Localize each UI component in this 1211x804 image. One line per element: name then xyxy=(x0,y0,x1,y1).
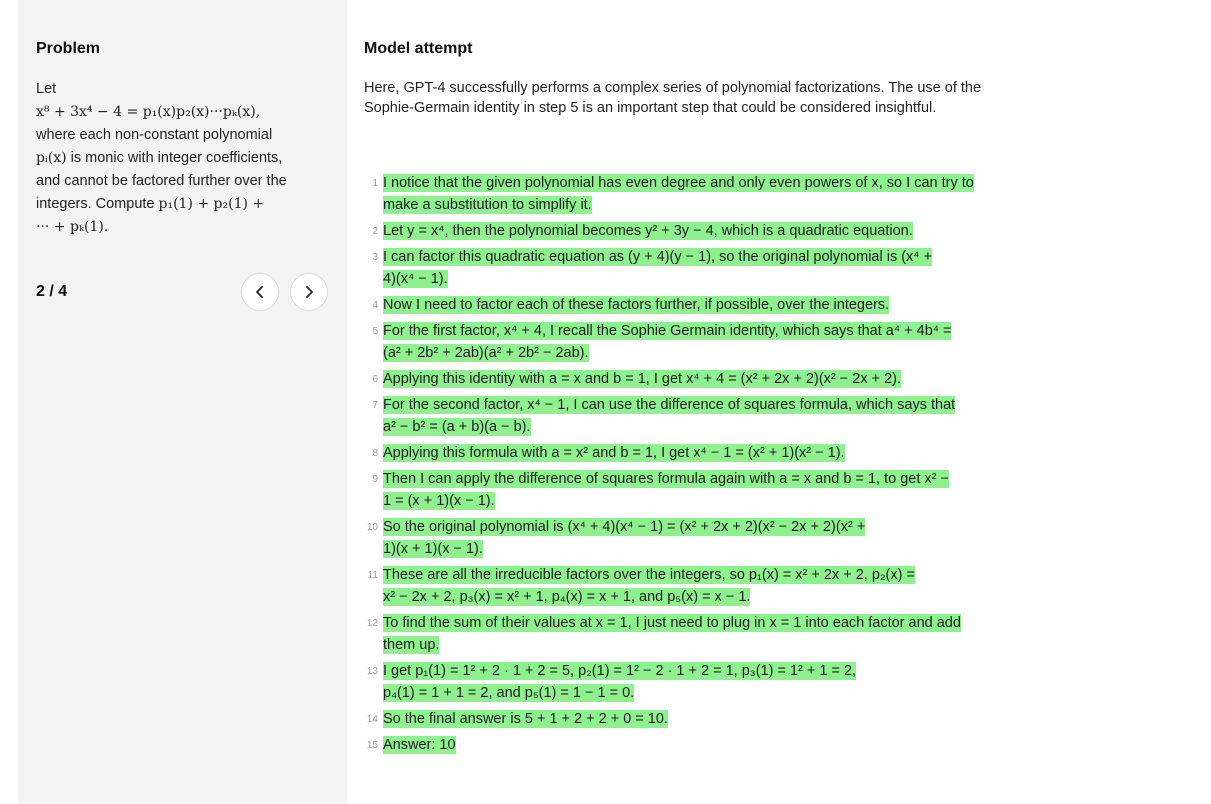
solution-step xyxy=(347,564,1047,608)
step-line: 1)(x + 1)(x − 1). xyxy=(383,541,483,557)
step-text xyxy=(383,516,1033,560)
step-text xyxy=(383,246,1033,290)
step-line: Now I need to factor each of these factors further, if possible, over the integers. xyxy=(383,297,890,313)
solution-step xyxy=(347,220,1047,242)
solution-step xyxy=(347,516,1047,560)
step-line: (a² + 2b² + 2ab)(a² + 2b² − 2ab). xyxy=(383,345,589,361)
step-number: 3 xyxy=(372,252,378,263)
step-text xyxy=(383,468,1033,512)
step-text xyxy=(383,442,1033,464)
step-text xyxy=(383,220,1033,242)
previous-button[interactable] xyxy=(241,273,279,311)
next-button[interactable] xyxy=(290,273,328,311)
problem-statement xyxy=(36,78,332,239)
step-number: 12 xyxy=(366,618,378,629)
step-text xyxy=(383,564,1033,608)
problem-panel xyxy=(18,0,347,804)
step-number: 15 xyxy=(366,740,378,751)
problem-equation: x⁸ + 3x⁴ − 4 = p₁(x)p₂(x)···pₖ(x), xyxy=(36,104,261,120)
problem-text-line-3: is monic with integer coefficients, xyxy=(66,150,283,166)
step-line: x² − 2x + 2, p₃(x) = x² + 1, p₄(x) = x + 1, and p₅(x) = x − 1. xyxy=(383,589,751,605)
problem-sum-math-end: ··· + pₖ(1). xyxy=(36,219,109,235)
step-line: For the second factor, x⁴ − 1, I can use the difference of squares formula, which says that xyxy=(383,397,956,413)
solution-step xyxy=(347,320,1047,364)
attempt-intro xyxy=(364,78,1064,118)
intro-line-1: Here, GPT-4 successfully performs a complex series of polynomial factorizations. The use of the xyxy=(364,80,982,96)
step-line: Applying this identity with a = x and b = 1, I get x⁴ + 4 = (x² + 2x + 2)(x² − 2x + 2). xyxy=(383,371,902,387)
step-line: make a substitution to simplify it. xyxy=(383,197,592,213)
solution-step xyxy=(347,612,1047,656)
step-number: 4 xyxy=(372,300,378,311)
step-number: 11 xyxy=(367,570,378,581)
step-number: 2 xyxy=(372,226,378,237)
step-number: 8 xyxy=(372,448,378,459)
solution-step xyxy=(347,708,1047,730)
step-line: These are all the irreducible factors over the integers, so p₁(x) = x² + 2x + 2, p₂(x) = xyxy=(383,567,915,583)
step-text xyxy=(383,660,1033,704)
solution-step xyxy=(347,368,1047,390)
solution-step xyxy=(347,468,1047,512)
step-text xyxy=(383,734,1033,756)
intro-line-2: Sophie-Germain identity in step 5 is an important step that could be considered insightful. xyxy=(364,100,937,116)
step-number: 1 xyxy=(372,178,378,189)
step-line: So the final answer is 5 + 1 + 2 + 2 + 0 = 10. xyxy=(383,711,668,727)
solution-step xyxy=(347,734,1047,756)
step-number: 9 xyxy=(372,474,378,485)
chevron-left-icon xyxy=(253,285,267,299)
problem-text-line-2: where each non-constant polynomial xyxy=(36,127,273,143)
step-number: 13 xyxy=(366,666,378,677)
step-line: Let y = x⁴, then the polynomial becomes y² + 3y − 4, which is a quadratic equation. xyxy=(383,223,913,239)
solution-step xyxy=(347,660,1047,704)
step-line: p₄(1) = 1 + 1 = 2, and p₅(1) = 1 − 1 = 0. xyxy=(383,685,635,701)
problem-text-let: Let xyxy=(36,81,57,97)
solution-step xyxy=(347,246,1047,290)
model-attempt-panel xyxy=(347,0,1211,804)
step-line: For the first factor, x⁴ + 4, I recall the Sophie Germain identity, which says that a⁴ + 4b⁴ = xyxy=(383,323,952,339)
step-line: To find the sum of their values at x = 1, I just need to plug in x = 1 into each factor and add xyxy=(383,615,961,631)
step-line: I get p₁(1) = 1² + 2 · 1 + 2 = 5, p₂(1) = 1² − 2 · 1 + 2 = 1, p₃(1) = 1² + 1 = 2, xyxy=(383,663,857,679)
problem-heading: Problem xyxy=(36,40,101,57)
step-text xyxy=(383,294,1033,316)
solution-step xyxy=(347,442,1047,464)
step-number: 7 xyxy=(372,400,378,411)
step-text xyxy=(383,612,1033,656)
model-attempt-heading: Model attempt xyxy=(364,40,473,57)
step-text xyxy=(383,708,1033,730)
solution-steps xyxy=(347,172,1047,760)
chevron-right-icon xyxy=(302,285,316,299)
step-line: 1 = (x + 1)(x − 1). xyxy=(383,493,495,509)
step-line: them up. xyxy=(383,637,440,653)
step-line: I notice that the given polynomial has even degree and only even powers of x, so I can try to xyxy=(383,175,974,191)
step-line: Then I can apply the difference of squares formula again with a = x and b = 1, to get x² − xyxy=(383,471,949,487)
step-text xyxy=(383,394,1033,438)
step-number: 5 xyxy=(372,326,378,337)
step-text xyxy=(383,320,1033,364)
step-number: 6 xyxy=(372,374,378,385)
step-text xyxy=(383,172,1033,216)
step-number: 14 xyxy=(366,714,378,725)
step-line: So the original polynomial is (x⁴ + 4)(x⁴ − 1) = (x² + 2x + 2)(x² − 2x + 2)(x² + xyxy=(383,519,866,535)
pager-indicator: 2 / 4 xyxy=(36,283,68,300)
problem-text-line-5: integers. Compute xyxy=(36,196,159,212)
solution-step xyxy=(347,394,1047,438)
step-line: Applying this formula with a = x² and b = 1, I get x⁴ − 1 = (x² + 1)(x² − 1). xyxy=(383,445,845,461)
step-line: I can factor this quadratic equation as (y + 4)(y − 1), so the original polynomial is (x⁴ + xyxy=(383,249,933,265)
step-line: a² − b² = (a + b)(a − b). xyxy=(383,419,531,435)
problem-text-line-4: and cannot be factored further over the xyxy=(36,173,287,189)
step-number: 10 xyxy=(366,522,378,533)
solution-step xyxy=(347,172,1047,216)
problem-sum-math: p₁(1) + p₂(1) + xyxy=(158,196,265,212)
step-line: Answer: 10 xyxy=(383,737,456,753)
problem-pi-math: pᵢ(x) xyxy=(36,150,67,166)
step-text xyxy=(383,368,1033,390)
step-line: 4)(x⁴ − 1). xyxy=(383,271,448,287)
solution-step xyxy=(347,294,1047,316)
